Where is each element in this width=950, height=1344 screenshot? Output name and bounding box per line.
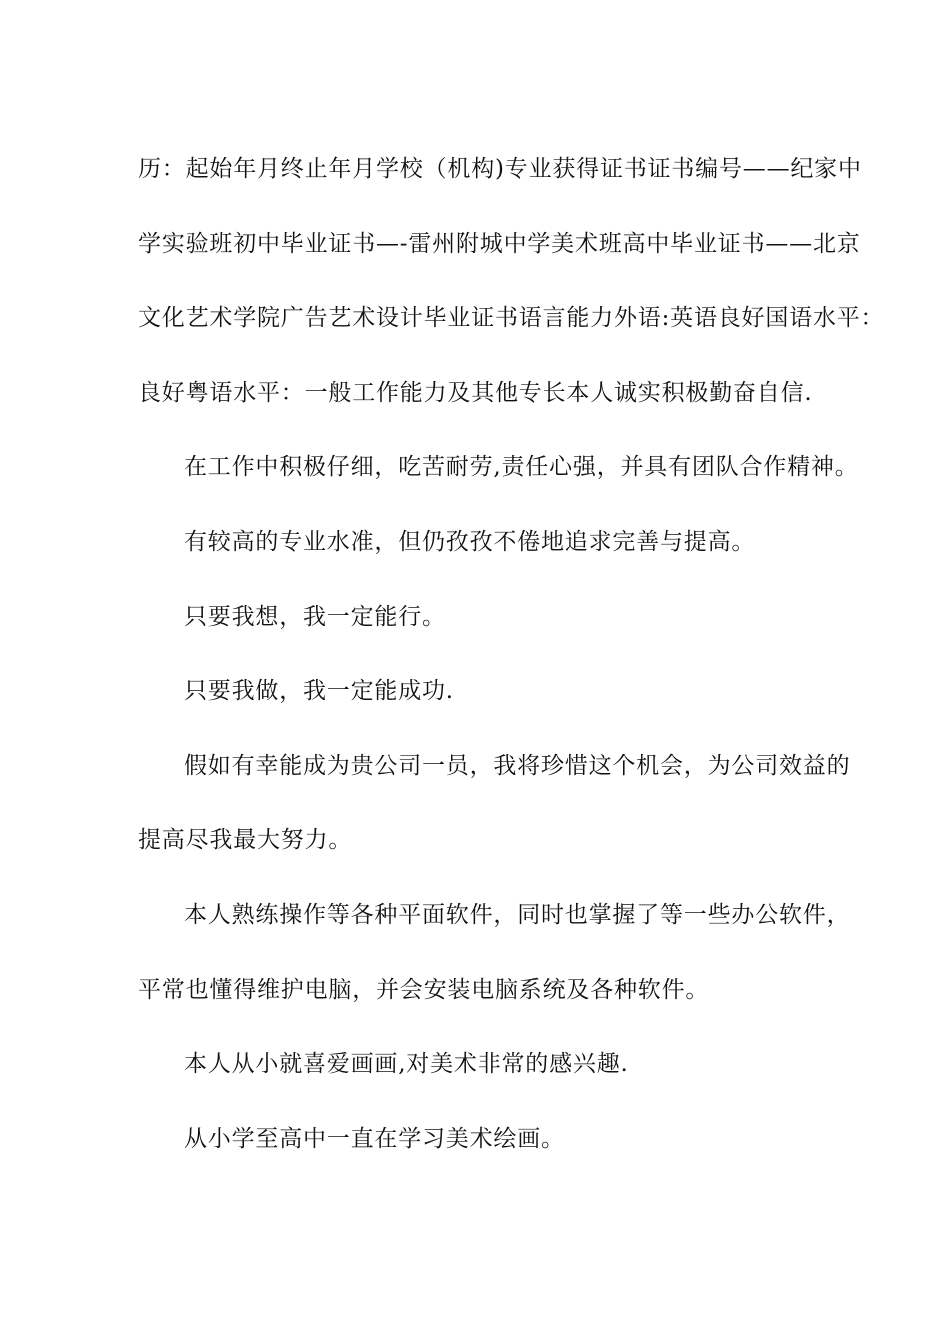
text-line: 只要我想，我一定能行。 bbox=[184, 603, 446, 630]
paragraph-motto-one bbox=[138, 580, 828, 655]
text-line: 假如有幸能成为贵公司一员，我将珍惜这个机会，为公司效益的 bbox=[184, 752, 851, 779]
document-body bbox=[138, 132, 885, 1176]
paragraph-professional-level bbox=[138, 505, 828, 580]
text-line: 有较高的专业水准，但仍孜孜不倦地追求完善与提高。 bbox=[184, 528, 756, 555]
paragraph-motto-two bbox=[138, 654, 828, 729]
text-line: 在工作中积极仔细，吃苦耐劳,责任心强，并具有团队合作精神。 bbox=[184, 454, 859, 481]
text-line: 本人从小就喜爱画画,对美术非常的感兴趣. bbox=[184, 1051, 629, 1078]
text-line: 平常也懂得维护电脑，并会安装电脑系统及各种软件。 bbox=[138, 976, 710, 1003]
paragraph-software-skills bbox=[138, 878, 851, 1027]
paragraph-company-commitment bbox=[138, 729, 851, 878]
text-line: 从小学至高中一直在学习美术绘画。 bbox=[184, 1125, 565, 1152]
text-line: 良好粤语水平：一般工作能力及其他专长本人诚实积极勤奋自信. bbox=[138, 379, 813, 406]
paragraph-art-study bbox=[138, 1102, 828, 1177]
paragraph-work-attitude bbox=[138, 430, 859, 505]
text-line: 文化艺术学院广告艺术设计毕业证书语言能力外语:英语良好国语水平： bbox=[138, 305, 885, 332]
text-line: 只要我做，我一定能成功. bbox=[184, 678, 454, 705]
text-line: 历：起始年月终止年月学校（机构)专业获得证书证书编号——纪家中 bbox=[138, 156, 862, 182]
paragraph-education-language bbox=[138, 132, 885, 430]
text-line: 本人熟练操作等各种平面软件，同时也掌握了等一些办公软件， bbox=[184, 901, 851, 928]
text-line: 学实验班初中毕业证书—-雷州附城中学美术班高中毕业证书——北京 bbox=[138, 230, 861, 257]
text-line: 提高尽我最大努力。 bbox=[138, 827, 353, 854]
paragraph-art-interest bbox=[138, 1027, 828, 1102]
